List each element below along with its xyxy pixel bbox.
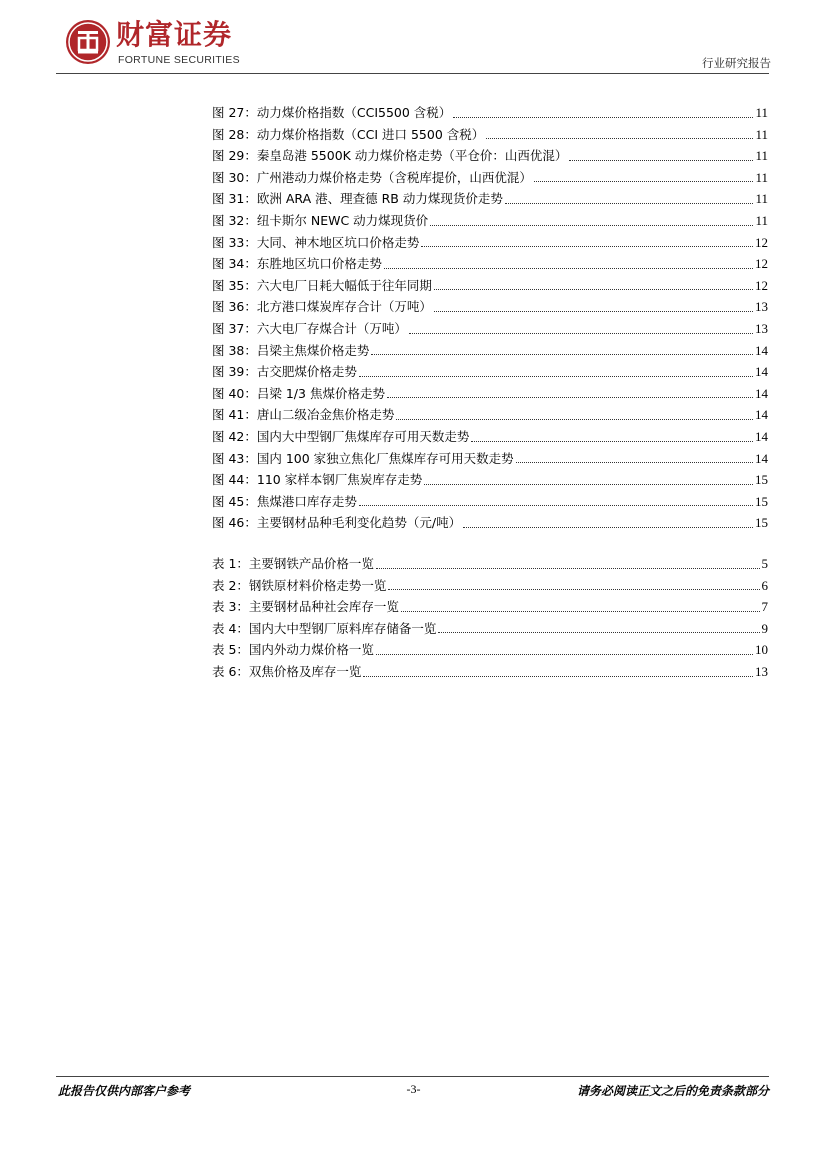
figure-toc-row[interactable] xyxy=(212,426,768,448)
toc-entry-title: 表 4：国内大中型钢厂原料库存储备一览 xyxy=(212,620,437,636)
figure-toc-row[interactable] xyxy=(212,318,768,340)
table-toc-row[interactable] xyxy=(212,575,768,597)
toc-leader-dots xyxy=(434,310,753,312)
toc-leader-dots xyxy=(401,610,760,612)
figure-toc-row[interactable] xyxy=(212,512,768,534)
brand-name-en: FORTUNE SECURITIES xyxy=(118,54,240,66)
toc-entry-page: 14 xyxy=(755,364,768,380)
toc-entry-title: 图 38：吕梁主焦煤价格走势 xyxy=(212,342,370,358)
figure-toc-row[interactable] xyxy=(212,340,768,362)
toc-leader-dots xyxy=(434,288,753,290)
toc-leader-dots xyxy=(516,461,753,463)
toc-leader-dots xyxy=(387,396,753,398)
toc-leader-dots xyxy=(534,180,754,182)
toc-leader-dots xyxy=(569,159,753,161)
figure-toc-row[interactable] xyxy=(212,124,768,146)
page-number: -3- xyxy=(406,1082,421,1096)
toc-entry-page: 15 xyxy=(755,493,768,509)
toc-entry-title: 图 27：动力煤价格指数（CCI5500 含税） xyxy=(212,105,452,120)
toc-entry-title: 图 35：六大电厂日耗大幅低于往年同期 xyxy=(212,277,432,293)
footer-disclaimer-right: 请务必阅读正文之后的免责条款部分 xyxy=(576,1084,769,1098)
footer-disclaimer-left: 此报告仅供内部客户参考 xyxy=(58,1084,191,1098)
toc-entry-title: 图 33：大同、神木地区坑口价格走势 xyxy=(212,234,420,250)
toc-entry-title: 表 2：钢铁原材料价格走势一览 xyxy=(212,577,387,593)
table-toc-row[interactable] xyxy=(212,596,768,618)
toc-leader-dots xyxy=(376,653,753,655)
toc-entry-page: 12 xyxy=(755,277,768,293)
toc-entry-title: 表 6：双焦价格及库存一览 xyxy=(212,663,362,679)
toc-entry-title: 表 3：主要钢材品种社会库存一览 xyxy=(212,599,399,615)
toc-entry-title: 图 43：国内 100 家独立焦化厂焦煤库存可用天数走势 xyxy=(212,450,514,466)
figure-toc-row[interactable] xyxy=(212,448,768,470)
toc-entry-page: 14 xyxy=(755,342,768,358)
toc-entry-title: 图 32：纽卡斯尔 NEWC 动力煤现货价 xyxy=(212,212,429,228)
toc-entry-title: 图 28：动力煤价格指数（CCI 进口 5500 含税） xyxy=(212,126,485,142)
figure-toc-row[interactable] xyxy=(212,188,768,210)
toc-leader-dots xyxy=(359,504,753,506)
figure-toc-row[interactable] xyxy=(212,102,768,124)
toc-leader-dots xyxy=(384,267,753,269)
toc-leader-dots xyxy=(471,440,753,442)
toc-leader-dots xyxy=(359,375,753,377)
toc-entry-page: 5 xyxy=(761,556,768,571)
toc-entry-title: 图 30：广州港动力煤价格走势（含税库提价，山西优混） xyxy=(212,169,532,185)
toc-entry-page: 11 xyxy=(755,126,768,142)
toc-leader-dots xyxy=(438,631,759,633)
toc-leader-dots xyxy=(376,567,760,569)
figure-toc-row[interactable] xyxy=(212,167,768,189)
toc-entry-page: 14 xyxy=(755,385,768,401)
toc-entry-page: 9 xyxy=(761,620,768,636)
toc-entry-page: 14 xyxy=(755,407,768,423)
table-toc-row[interactable] xyxy=(212,639,768,661)
toc-entry-title: 图 40：吕梁 1/3 焦煤价格走势 xyxy=(212,385,385,401)
toc-entry-page: 11 xyxy=(755,169,768,185)
toc-entry-title: 图 29：秦皇岛港 5500K 动力煤价格走势（平仓价：山西优混） xyxy=(212,148,568,164)
toc-leader-dots xyxy=(463,526,753,528)
figure-toc-row[interactable] xyxy=(212,232,768,254)
toc-leader-dots xyxy=(430,224,753,226)
header-divider xyxy=(56,73,769,74)
toc-entry-page: 13 xyxy=(755,299,768,315)
figure-toc-row[interactable] xyxy=(212,210,768,232)
toc-leader-dots xyxy=(363,675,753,677)
fortune-logo-icon xyxy=(64,18,112,66)
toc-entry-page: 15 xyxy=(755,472,768,488)
figure-toc-row[interactable] xyxy=(212,491,768,513)
toc-entry-title: 图 46：主要钢材品种毛利变化趋势（元/吨） xyxy=(212,515,462,531)
toc-leader-dots xyxy=(486,137,753,139)
toc-entry-page: 15 xyxy=(755,515,768,531)
figure-toc-row[interactable] xyxy=(212,469,768,491)
table-toc-row[interactable] xyxy=(212,618,768,640)
toc-leader-dots xyxy=(453,116,753,118)
toc-entry-page: 11 xyxy=(755,191,768,207)
toc-leader-dots xyxy=(421,245,753,247)
toc-entry-page: 7 xyxy=(761,599,768,615)
toc-entry-title: 图 42：国内大中型钢厂焦煤库存可用天数走势 xyxy=(212,428,470,444)
table-toc-row[interactable] xyxy=(212,553,768,575)
figure-toc-row[interactable] xyxy=(212,383,768,405)
toc-entry-title: 图 41：唐山二级冶金焦价格走势 xyxy=(212,407,395,423)
toc-entry-page: 14 xyxy=(755,428,768,444)
toc-entry-page: 11 xyxy=(755,105,768,120)
toc-entry-title: 图 39：古交肥煤价格走势 xyxy=(212,364,357,380)
footer-divider xyxy=(56,1076,769,1077)
figure-list xyxy=(212,102,768,534)
toc-entry-page: 13 xyxy=(755,320,768,336)
toc-entry-title: 表 1：主要钢铁产品价格一览 xyxy=(212,556,374,571)
toc-entry-title: 图 36：北方港口煤炭库存合计（万吨） xyxy=(212,299,432,315)
table-toc-row[interactable] xyxy=(212,661,768,683)
toc-entry-title: 图 44：110 家样本钢厂焦炭库存走势 xyxy=(212,472,423,488)
toc-entry-title: 图 37：六大电厂存煤合计（万吨） xyxy=(212,320,407,336)
toc-leader-dots xyxy=(409,332,753,334)
toc-entry-page: 12 xyxy=(755,234,768,250)
toc-entry-page: 11 xyxy=(755,148,768,164)
toc-leader-dots xyxy=(424,483,753,485)
toc-leader-dots xyxy=(371,353,753,355)
figure-toc-row[interactable] xyxy=(212,296,768,318)
toc-leader-dots xyxy=(396,418,753,420)
figure-toc-row[interactable] xyxy=(212,145,768,167)
toc-entry-page: 14 xyxy=(755,450,768,466)
toc-entry-title: 图 31：欧洲 ARA 港、理查德 RB 动力煤现货价走势 xyxy=(212,191,503,207)
toc-entry-page: 13 xyxy=(755,663,768,679)
toc-leader-dots xyxy=(505,202,754,204)
toc-entry-page: 6 xyxy=(761,577,768,593)
toc-entry-title: 图 45：焦煤港口库存走势 xyxy=(212,493,357,509)
figure-toc-row[interactable] xyxy=(212,253,768,275)
page-header xyxy=(0,0,827,80)
figure-toc-row[interactable] xyxy=(212,275,768,297)
toc-entry-title: 表 5：国内外动力煤价格一览 xyxy=(212,642,374,658)
toc-entry-page: 11 xyxy=(755,212,768,228)
brand-name-cn: 财富证券 xyxy=(116,18,233,51)
figure-toc-row[interactable] xyxy=(212,404,768,426)
figure-toc-row[interactable] xyxy=(212,361,768,383)
table-list xyxy=(212,553,768,683)
toc-leader-dots xyxy=(388,588,759,590)
toc-entry-page: 10 xyxy=(755,642,768,658)
toc-entry-page: 12 xyxy=(755,256,768,272)
report-type: 行业研究报告 xyxy=(702,56,771,70)
toc-entry-title: 图 34：东胜地区坑口价格走势 xyxy=(212,256,382,272)
